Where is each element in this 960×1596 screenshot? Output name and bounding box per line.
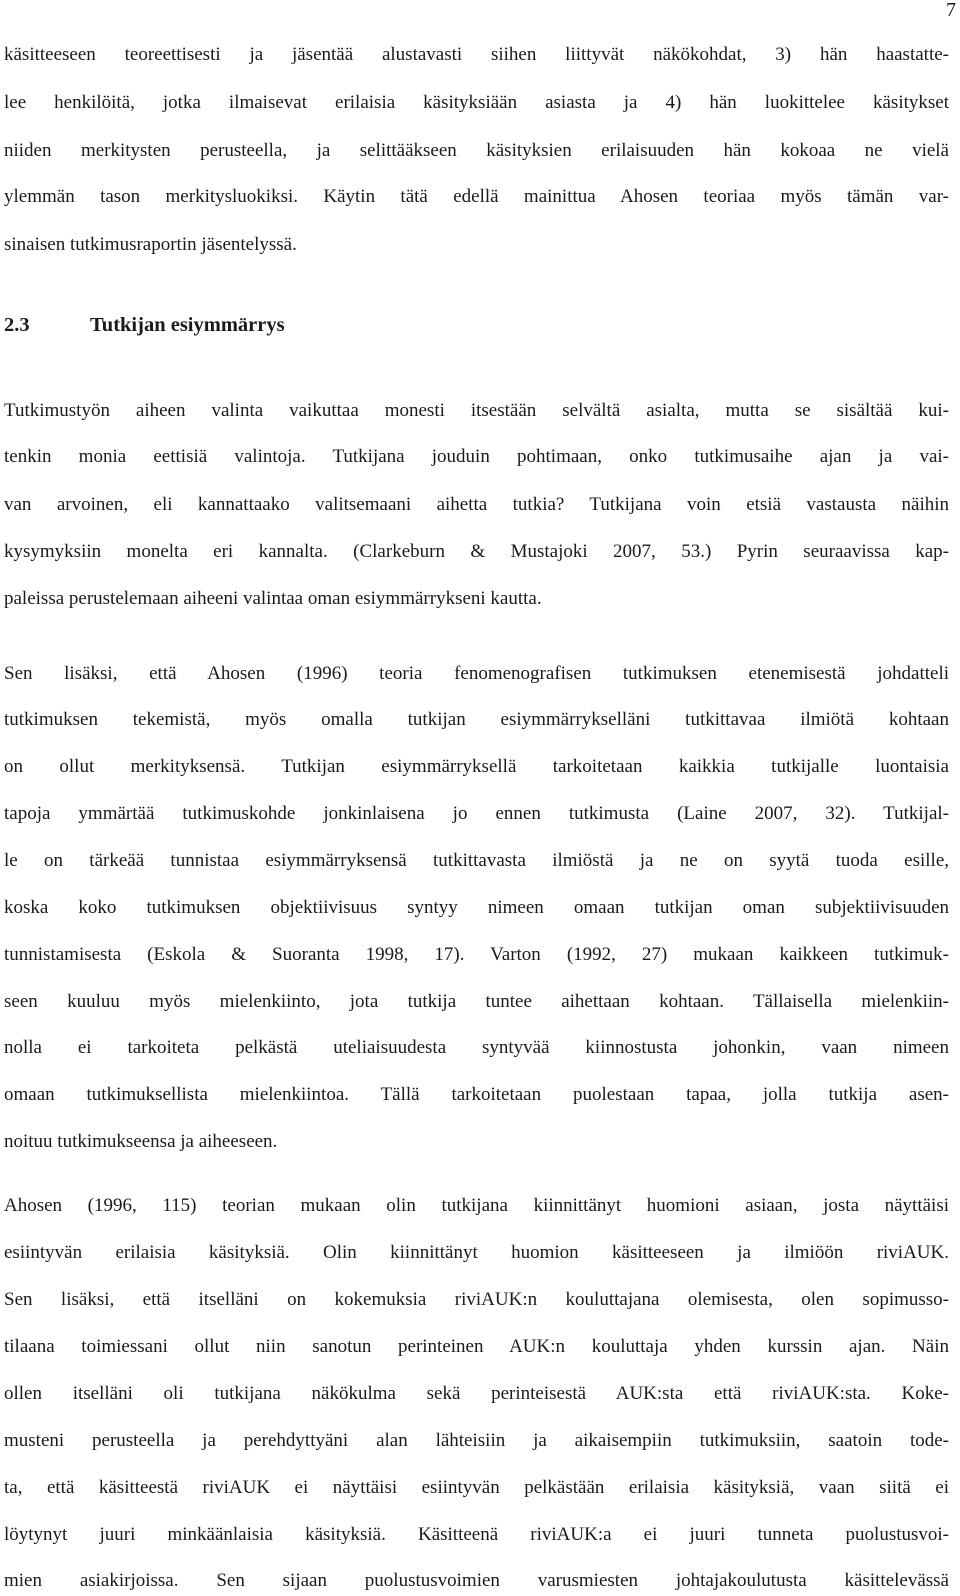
page-number: 7 [946,0,956,21]
text-line: Tutkimustyön aiheen valinta vaikuttaa monesti itsestään selvältä asialta, mutta se sisältää kui- [4,400,949,421]
text-line: on ollut merkityksensä. Tutkijan esiymmärryksellä tarkoitetaan kaikkia tutkijalle luontaisia [4,756,949,777]
text-line: lee henkilöitä, jotka ilmaisevat erilaisia käsityksiään asiasta ja 4) hän luokittelee käsitykset [4,92,949,113]
text-line: omaan tutkimuksellista mielenkiintoa. Tällä tarkoitetaan puolestaan tapaa, jolla tutkija asen- [4,1084,949,1105]
text-line: paleissa perustelemaan aiheeni valintaa oman esiymmärrykseni kautta. [4,588,542,609]
text-line: Ahosen (1996, 115) teorian mukaan olin tutkijana kiinnittänyt huomioni asiaan, josta näyttäisi [4,1195,949,1216]
text-line: noituu tutkimukseensa ja aiheeseen. [4,1131,278,1152]
text-line: van arvoinen, eli kannattaako valitsemaani aihetta tutkia? Tutkijana voin etsiä vastausta näihin [4,494,949,515]
text-line: ylemmän tason merkitysluokiksi. Käytin tätä edellä mainittua Ahosen teoriaa myös tämän var- [4,186,949,207]
text-line: nolla ei tarkoiteta pelkästä uteliaisuudesta syntyvää kiinnostusta johonkin, vaan nimeen [4,1037,949,1058]
text-line: le on tärkeää tunnistaa esiymmärryksensä tutkittavasta ilmiöstä ja ne on syytä tuoda esille, [4,850,949,871]
text-line: ta, että käsitteestä riviAUK ei näyttäisi esiintyvän pelkästään erilaisia käsityksiä, vaan siitä ei [4,1477,949,1498]
text-line: Sen lisäksi, että Ahosen (1996) teoria fenomenografisen tutkimuksen etenemisestä johdatteli [4,663,949,684]
text-line: tunnistamisesta (Eskola & Suoranta 1998, 17). Varton (1992, 27) mukaan kaikkeen tutkimuk- [4,944,949,965]
text-line: koska koko tutkimuksen objektiivisuus syntyy nimeen omaan tutkijan oman subjektiivisuuden [4,897,949,918]
section-title: Tutkijan esiymmärrys [90,314,285,336]
text-line: niiden merkitysten perusteella, ja selittääkseen käsityksien erilaisuuden hän kokoaa ne vielä [4,140,949,161]
text-line: tilaana toimiessani ollut niin sanotun perinteinen AUK:n kouluttaja yhden kurssin ajan. Näin [4,1336,949,1357]
text-line: musteni perusteella ja perehdyttyäni alan lähteisiin ja aikaisempiin tutkimuksiin, saatoin tode- [4,1430,949,1451]
text-line: ollen itselläni oli tutkijana näkökulma sekä perinteisestä AUK:sta että riviAUK:sta. Koke- [4,1383,949,1404]
text-line: tutkimuksen tekemistä, myös omalla tutkijan esiymmärrykselläni tutkittavaa ilmiötä kohtaan [4,709,949,730]
section-number: 2.3 [4,314,30,336]
text-line: mien asiakirjoissa. Sen sijaan puolustusvoimien varusmiesten johtajakoulutusta käsittelevässä [4,1570,949,1591]
text-line: tapoja ymmärtää tutkimuskohde jonkinlaisena jo ennen tutkimusta (Laine 2007, 32). Tutkijal- [4,803,949,824]
text-line: kysymyksiin monelta eri kannalta. (Clarkeburn & Mustajoki 2007, 53.) Pyrin seuraavissa kap- [4,541,949,562]
text-line: löytynyt juuri minkäänlaisia käsityksiä. Käsitteenä riviAUK:a ei juuri tunneta puolustusvoi- [4,1524,949,1545]
text-line: tenkin monia eettisiä valintoja. Tutkijana jouduin pohtimaan, onko tutkimusaihe ajan ja vai- [4,446,949,467]
text-line: esiintyvän erilaisia käsityksiä. Olin kiinnittänyt huomion käsitteeseen ja ilmiöön riviAUK. [4,1242,949,1263]
text-line: sinaisen tutkimusraportin jäsentelyssä. [4,234,297,255]
text-line: käsitteeseen teoreettisesti ja jäsentää alustavasti siihen liittyvät näkökohdat, 3) hän haastatte- [4,44,949,65]
section-heading [4,313,285,337]
text-line: seen kuuluu myös mielenkiinto, jota tutkija tuntee aihettaan kohtaan. Tällaisella mielenkiin- [4,991,949,1012]
text-line: Sen lisäksi, että itselläni on kokemuksia riviAUK:n kouluttajana olemisesta, olen sopimusso- [4,1289,949,1310]
